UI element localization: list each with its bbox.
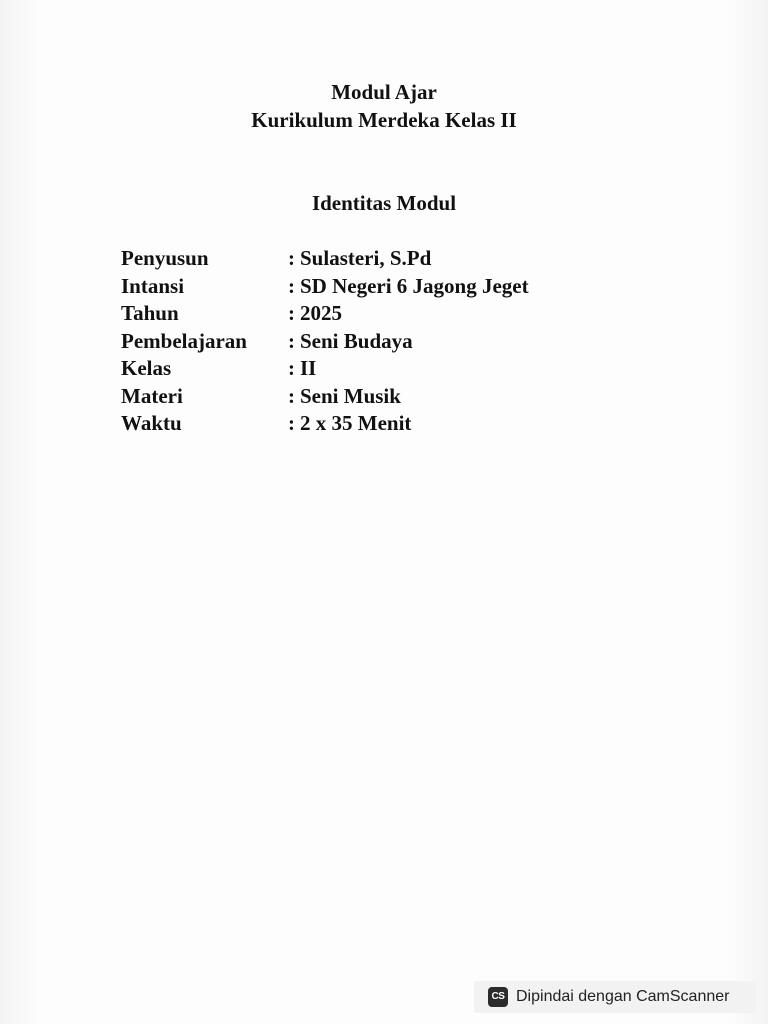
identity-list <box>121 245 681 438</box>
identity-value: Seni Budaya <box>300 328 413 353</box>
identity-label: Tahun <box>121 301 179 326</box>
camscanner-logo-icon: CS <box>488 987 508 1007</box>
camscanner-watermark <box>474 981 756 1013</box>
identity-separator: : <box>288 273 295 298</box>
identity-separator: : <box>288 411 295 436</box>
identity-row-intansi <box>121 273 681 301</box>
scan-shadow-right <box>728 0 768 1024</box>
identity-separator: : <box>288 383 295 408</box>
identity-label: Waktu <box>121 411 182 436</box>
identity-row-tahun <box>121 300 681 328</box>
identity-label: Intansi <box>121 273 185 298</box>
identity-separator: : <box>288 301 295 326</box>
identity-value: II <box>300 356 317 381</box>
identity-label: Pembelajaran <box>121 328 247 353</box>
identity-row-penyusun <box>121 245 681 273</box>
identity-row-kelas <box>121 355 681 383</box>
document-subtitle: Kurikulum Merdeka Kelas II <box>251 108 517 132</box>
identity-value: Sulasteri, S.Pd <box>300 246 432 271</box>
camscanner-watermark-text: Dipindai dengan CamScanner <box>516 988 730 1005</box>
identity-label: Materi <box>121 383 183 408</box>
identity-label: Penyusun <box>121 246 209 271</box>
identity-separator: : <box>288 356 295 381</box>
section-title: Identitas Modul <box>311 191 457 215</box>
scan-shadow-left <box>0 0 40 1024</box>
identity-value: Seni Musik <box>300 383 401 408</box>
identity-separator: : <box>288 328 295 353</box>
identity-label: Kelas <box>121 356 172 381</box>
identity-value: SD Negeri 6 Jagong Jeget <box>300 273 529 298</box>
document-title: Modul Ajar <box>331 80 437 104</box>
identity-value: 2 x 35 Menit <box>300 411 412 436</box>
identity-row-materi <box>121 383 681 411</box>
identity-row-waktu <box>121 410 681 438</box>
identity-row-pembelajaran <box>121 328 681 356</box>
identity-separator: : <box>288 246 295 271</box>
identity-value: 2025 <box>300 301 342 326</box>
